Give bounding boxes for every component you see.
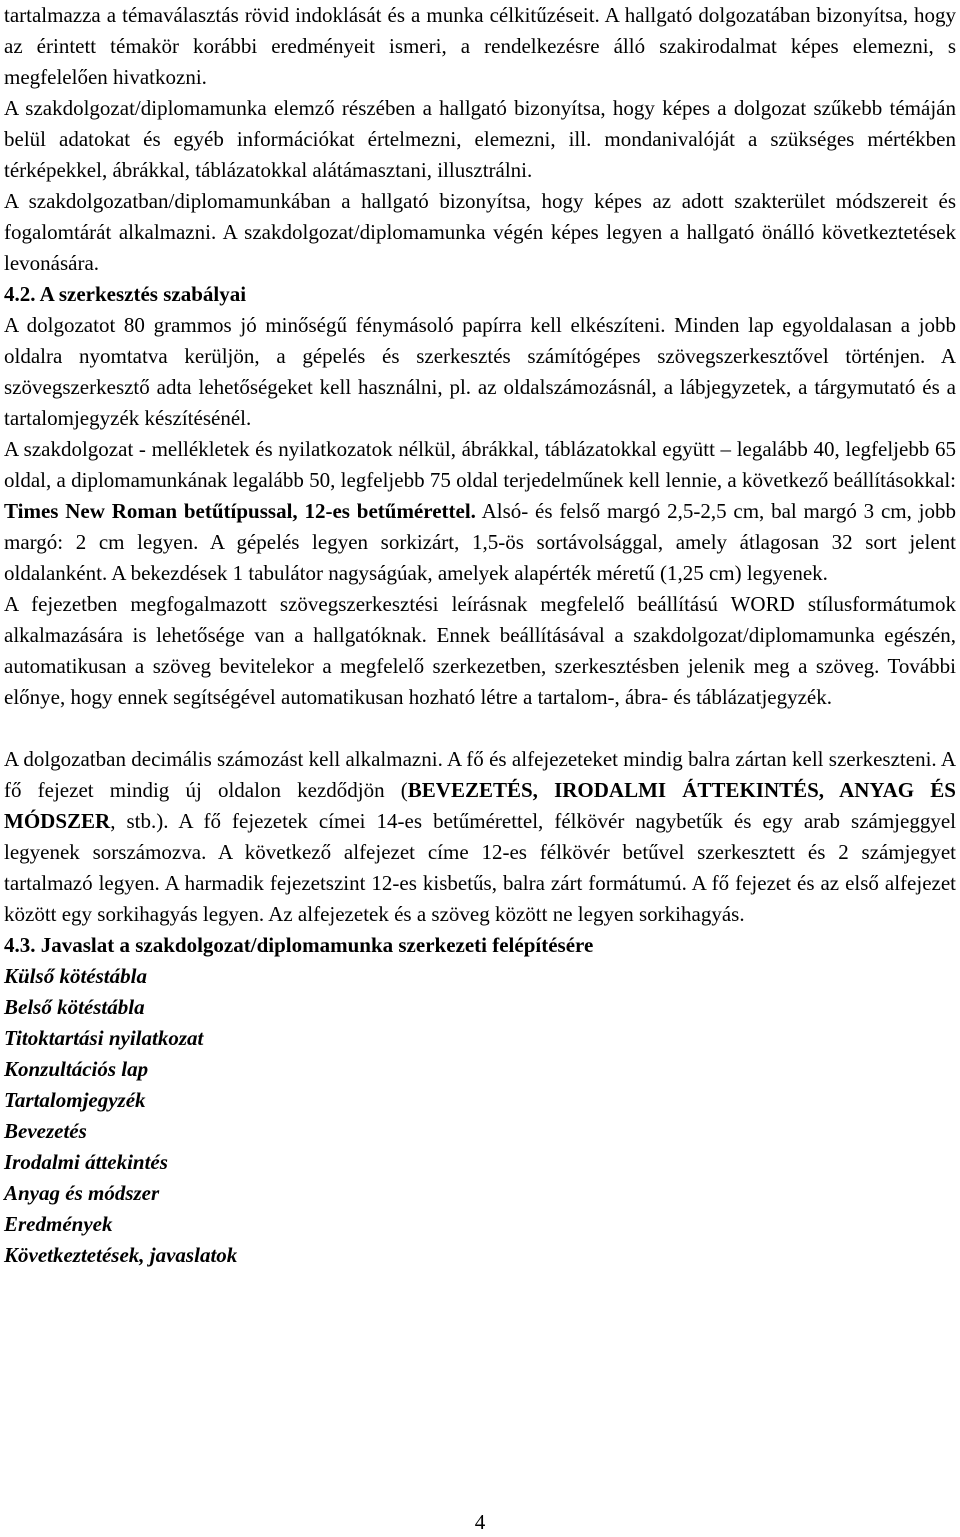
section-number: 4.2. <box>4 282 36 306</box>
intro-paragraph-3: A szakdolgozatban/diplomamunkában a hallgató bizonyítsa, hogy képes az adott szakterület módszereit és fogalomtárát alkalmazni. A szakdolgozat/diplomamunka végén képes legyen a hallgató önálló következtetések levonására. <box>4 189 956 275</box>
list-item: Külső kötéstábla <box>4 964 147 988</box>
list-item: Bevezetés <box>4 1119 87 1143</box>
page-number: 4 <box>474 1510 486 1534</box>
section-4-2-paragraph-3: A fejezetben megfogalmazott szövegszerkesztési leírásnak megfelelő beállítású WORD stílusformátumok alkalmazására is lehetősége van a hallgatóknak. Ennek beállításával a szakdolgozat/diplomamunka egészén, automatikusan a szöveg bevitelekor a megfelelő szerkezetben, szerkesztésben jelenik meg a szöveg. További előnye, hogy ennek segítségével automatikusan hozható létre a tartalom-, ábra- és táblázatjegyzék. <box>4 592 956 709</box>
section-4-2-paragraph-4 <box>4 744 956 930</box>
section-4-2-paragraph-2 <box>4 434 956 589</box>
list-item: Következtetések, javaslatok <box>4 1243 238 1267</box>
list-item: Irodalmi áttekintés <box>4 1150 168 1174</box>
section-title: A szerkesztés szabályai <box>39 282 247 306</box>
paragraph-text: A dolgozatban decimális számozást kell alkalmazni. A fő és alfejezeteket mindig balra zártan kell szerkeszteni. A fő fejezet mindig új oldalon kezdődjön ( <box>4 747 956 802</box>
structure-list <box>4 961 956 1271</box>
list-item: Anyag és módszer <box>4 1181 160 1205</box>
paragraph-text: , stb.). A fő fejezetek címei 14-es betűmérettel, félkövér nagybetűk és egy arab számjeggyel legyenek sorszámozva. A következő alfejezet címe 12-es félkövér betűvel szerkesztett és 2 számjegyet tartalmazó legyen. A harmadik fejezetszint 12-es kisbetűs, balra zárt formátumú. A fő fejezet és az első alfejezet között egy sorkihagyás legyen. Az alfejezetek és a szöveg között ne legyen sorkihagyás. <box>4 809 956 926</box>
section-number: 4.3. <box>4 933 36 957</box>
section-heading-4-3 <box>4 930 956 961</box>
list-item: Titoktartási nyilatkozat <box>4 1026 204 1050</box>
list-item: Belső kötéstábla <box>4 995 145 1019</box>
paragraph-text: Alsó- és felső margó 2,5-2,5 cm, bal margó 3 cm, jobb margó: 2 cm legyen. A gépelés legyen sorkizárt, 1,5-ös sortávolsággal, amely átlagosan 32 sort jelent oldalanként. A bekezdések 1 tabulátor nagyságúak, amelyek alapérték méretű (1,25 cm) legyenek. <box>4 499 957 585</box>
list-item: Konzultációs lap <box>4 1057 149 1081</box>
section-4-2-paragraph-1: A dolgozatot 80 grammos jó minőségű fénymásoló papírra kell elkészíteni. Minden lap egyoldalasan a jobb oldalra nyomtatva kerüljön, a gépelés és szerkesztés számítógépes szövegszerkesztővel történjen. A szövegszerkesztő adta lehetőségeket kell használni, pl. az oldalszámozásnál, a lábjegyzetek, a tárgymutató és a tartalomjegyzék készítésénél. <box>4 313 956 430</box>
list-item: Tartalomjegyzék <box>4 1088 146 1112</box>
intro-paragraph-2: A szakdolgozat/diplomamunka elemző részében a hallgató bizonyítsa, hogy képes a dolgozat szűkebb témáján belül adatokat és egyéb információkat értelmezni, elemezni, ill. mondanivalóját a szükséges mértékben térképekkel, ábrákkal, táblázatokkal alátámasztani, illusztrálni. <box>4 96 956 182</box>
font-requirement-bold: Times New Roman betűtípussal, 12-es betűmérettel. <box>4 499 476 523</box>
section-heading-4-2 <box>4 279 956 310</box>
intro-paragraph-1: tartalmazza a témaválasztás rövid indoklását és a munka célkitűzéseit. A hallgató dolgozatában bizonyítsa, hogy az érintett témakör korábbi eredményeit ismeri, a rendelkezésre álló szakirodalmat képes elemezni, s megfelelően hivatkozni. <box>4 3 956 89</box>
section-title: Javaslat a szakdolgozat/diplomamunka szerkezeti felépítésére <box>40 933 594 957</box>
list-item: Eredmények <box>4 1212 113 1236</box>
chapter-names-bold: BEVEZETÉS, IRODALMI ÁTTEKINTÉS, ANYAG ÉS MÓDSZER <box>4 778 956 833</box>
paragraph-text: A szakdolgozat - mellékletek és nyilatkozatok nélkül, ábrákkal, táblázatokkal együtt ‒ legalább 40, legfeljebb 65 oldal, a diplomamunkának legalább 50, legfeljebb 75 oldal terjedelműnek kell lennie, a következő beállításokkal: <box>4 437 956 492</box>
